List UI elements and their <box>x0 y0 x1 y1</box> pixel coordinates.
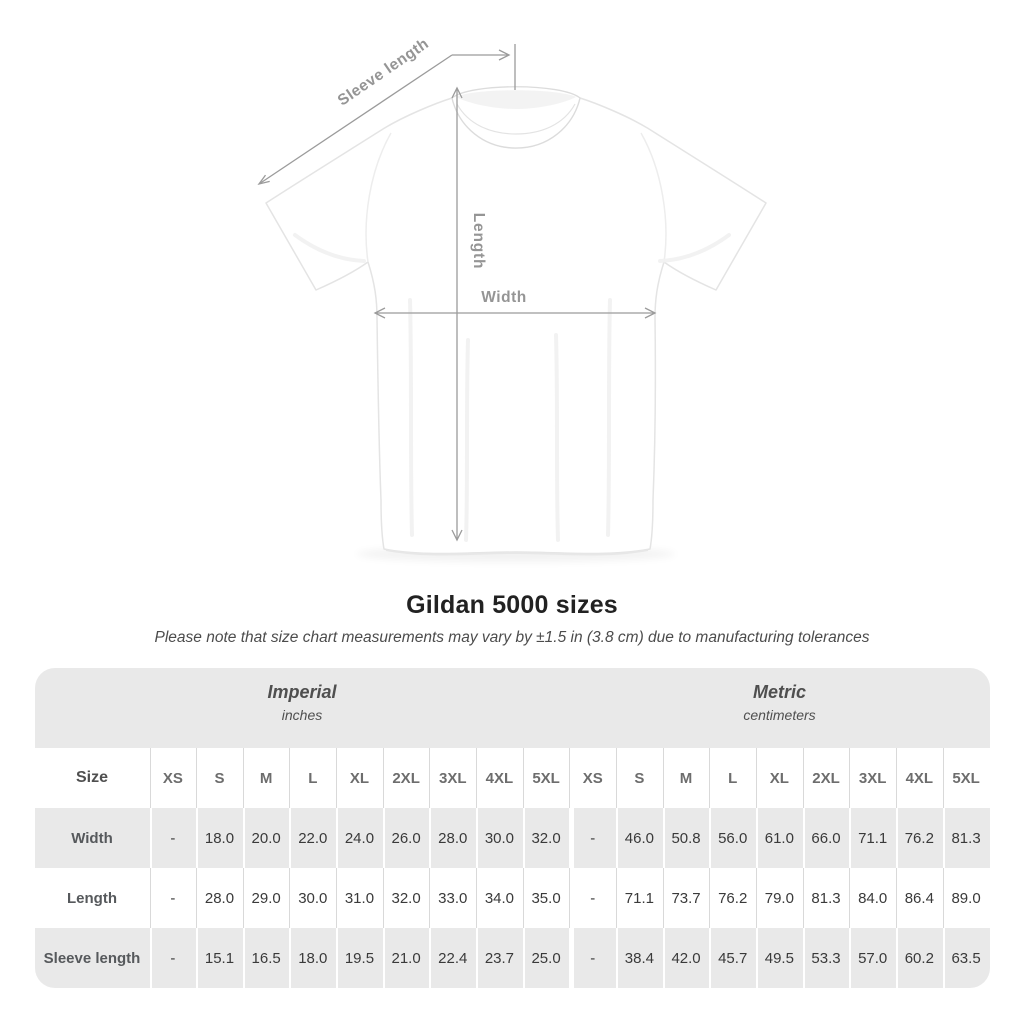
table-cell: - <box>569 868 616 928</box>
table-cell: 28.0 <box>429 808 476 868</box>
table-cell: 63.5 <box>943 928 990 988</box>
size-header-metric: XL <box>756 748 803 808</box>
table-cell: 76.2 <box>709 868 756 928</box>
table-cell: 33.0 <box>429 868 476 928</box>
size-header-metric: S <box>616 748 663 808</box>
table-cell: 57.0 <box>849 928 896 988</box>
table-cell: 71.1 <box>849 808 896 868</box>
size-header-imperial: L <box>289 748 336 808</box>
metric-label: Metric <box>752 682 806 702</box>
table-cell: 53.3 <box>803 928 850 988</box>
table-cell: - <box>569 808 616 868</box>
table-cell: 35.0 <box>523 868 570 928</box>
size-header-imperial: 2XL <box>383 748 430 808</box>
table-cell: 32.0 <box>383 868 430 928</box>
table-cell: 34.0 <box>476 868 523 928</box>
size-table-container <box>35 668 990 988</box>
imperial-unit: inches <box>281 707 323 723</box>
table-cell: 19.5 <box>336 928 383 988</box>
page-title: Gildan 5000 sizes <box>406 591 618 619</box>
size-header-imperial: 3XL <box>429 748 476 808</box>
imperial-group <box>35 668 570 748</box>
table-cell: 50.8 <box>663 808 710 868</box>
table-cell: 16.5 <box>243 928 290 988</box>
table-cell: 46.0 <box>616 808 663 868</box>
table-cell: 81.3 <box>943 808 990 868</box>
table-cell: 42.0 <box>663 928 710 988</box>
size-header-metric: L <box>709 748 756 808</box>
size-header-imperial: 4XL <box>476 748 523 808</box>
table-cell: 32.0 <box>523 808 570 868</box>
size-header-imperial: M <box>243 748 290 808</box>
row-label: Length <box>35 868 150 928</box>
table-cell: 15.1 <box>196 928 243 988</box>
metric-group <box>570 668 990 748</box>
table-cell: - <box>569 928 616 988</box>
table-cell: 18.0 <box>289 928 336 988</box>
table-cell: 81.3 <box>803 868 850 928</box>
table-cell: - <box>150 868 197 928</box>
table-cell: 61.0 <box>756 808 803 868</box>
width-row <box>35 808 990 868</box>
sleeve-length-row <box>35 928 990 988</box>
table-cell: 73.7 <box>663 868 710 928</box>
unit-group-header <box>35 668 990 748</box>
size-header-metric: 4XL <box>896 748 943 808</box>
table-cell: 60.2 <box>896 928 943 988</box>
table-cell: 31.0 <box>336 868 383 928</box>
table-cell: 25.0 <box>523 928 570 988</box>
size-header-metric: M <box>663 748 710 808</box>
table-cell: 29.0 <box>243 868 290 928</box>
sleeve-length-label: Sleeve length <box>334 35 433 110</box>
length-label: Length <box>470 212 487 270</box>
tshirt-body <box>266 98 766 555</box>
table-cell: 86.4 <box>896 868 943 928</box>
table-cell: 79.0 <box>756 868 803 928</box>
table-cell: 71.1 <box>616 868 663 928</box>
size-header-row <box>35 748 990 808</box>
table-cell: 66.0 <box>803 808 850 868</box>
imperial-label: Imperial <box>267 682 337 702</box>
table-cell: 22.0 <box>289 808 336 868</box>
table-cell: 20.0 <box>243 808 290 868</box>
table-cell: 49.5 <box>756 928 803 988</box>
row-label: Width <box>35 808 150 868</box>
size-header-metric: 2XL <box>803 748 850 808</box>
table-cell: 26.0 <box>383 808 430 868</box>
tolerance-note: Please note that size chart measurements may vary by ±1.5 in (3.8 cm) due to manufacturing tolerances <box>154 629 870 646</box>
table-cell: 30.0 <box>289 868 336 928</box>
length-row <box>35 868 990 928</box>
table-cell: 24.0 <box>336 808 383 868</box>
table-cell: 84.0 <box>849 868 896 928</box>
table-cell: 18.0 <box>196 808 243 868</box>
size-header-metric: 5XL <box>943 748 990 808</box>
table-cell: 21.0 <box>383 928 430 988</box>
size-column-header: Size <box>35 748 150 808</box>
size-header-imperial: 5XL <box>523 748 570 808</box>
size-header-metric: 3XL <box>849 748 896 808</box>
table-cell: - <box>150 808 197 868</box>
table-cell: 89.0 <box>943 868 990 928</box>
table-cell: - <box>150 928 197 988</box>
table-cell: 23.7 <box>476 928 523 988</box>
table-cell: 22.4 <box>429 928 476 988</box>
table-cell: 76.2 <box>896 808 943 868</box>
row-label: Sleeve length <box>35 928 150 988</box>
size-table <box>35 748 990 988</box>
metric-unit: centimeters <box>743 707 816 723</box>
table-cell: 30.0 <box>476 808 523 868</box>
size-header-imperial: XL <box>336 748 383 808</box>
size-header-imperial: XS <box>150 748 197 808</box>
table-cell: 38.4 <box>616 928 663 988</box>
table-cell: 45.7 <box>709 928 756 988</box>
table-cell: 56.0 <box>709 808 756 868</box>
size-header-metric: XS <box>569 748 616 808</box>
width-label: Width <box>481 289 527 306</box>
size-header-imperial: S <box>196 748 243 808</box>
table-cell: 28.0 <box>196 868 243 928</box>
